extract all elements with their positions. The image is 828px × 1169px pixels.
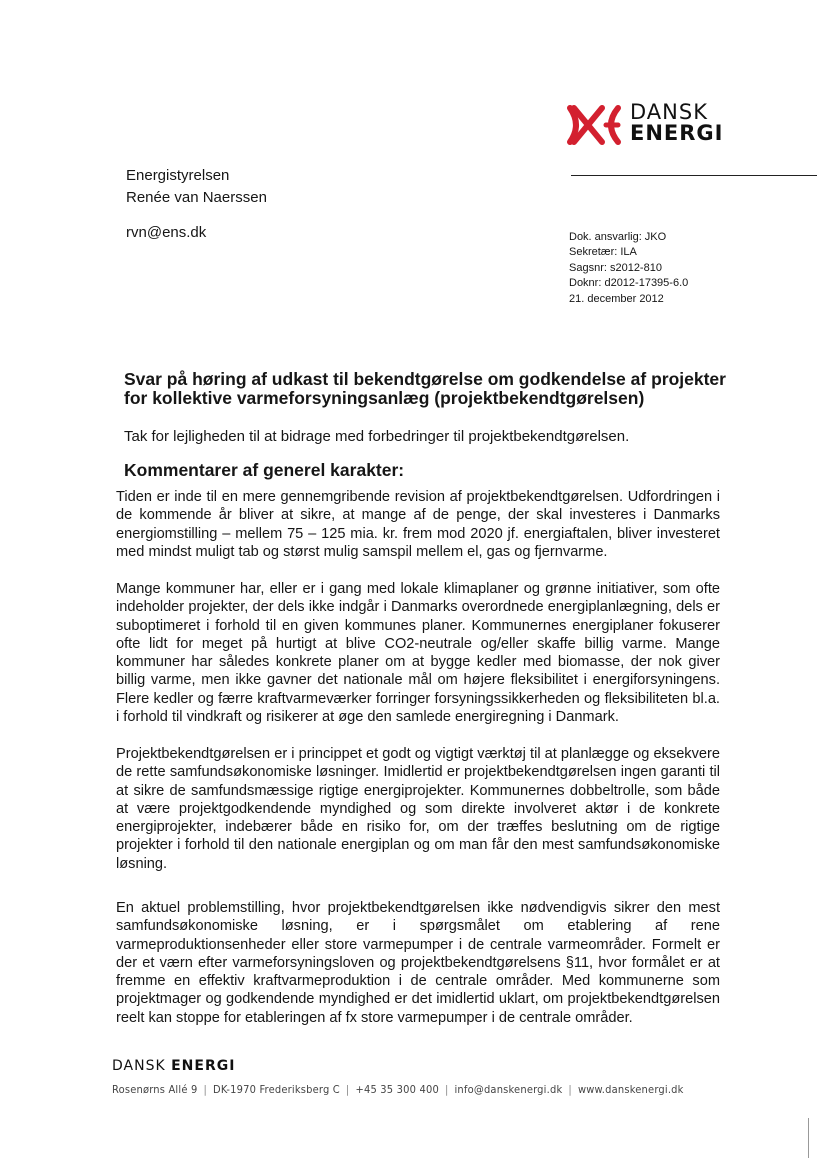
meta-responsible: Dok. ansvarlig: JKO bbox=[569, 231, 667, 243]
footer-separator: | bbox=[345, 1083, 350, 1096]
dansk-energi-mark-icon bbox=[566, 100, 626, 150]
header-rule bbox=[571, 175, 817, 176]
footer-separator: | bbox=[568, 1083, 572, 1096]
meta-date: 21. december 2012 bbox=[569, 292, 664, 305]
footer-postal: DK-1970 Frederiksberg C bbox=[213, 1083, 340, 1096]
footer-name-bold: ENERGI bbox=[171, 1058, 236, 1074]
footer-web: www.danskenergi.dk bbox=[577, 1083, 684, 1096]
paragraph-3: Projektbekendtgørelsen er i princippet et godt og vigtigt værktøj til at planlægge og eksekvere de rette samfundsøkonomiske løsninger. Imidlertid er projektbekendtgørelsen ingen garanti til at sikre de samfundsmæssige rigtige energiprojekter. Kommunernes dobbeltrolle, som både at være projektgodkendende myndighed og som direkte involveret aktør i de konkrete energiprojekter, indebærer både en risiko for, om der træffes beslutning om de rigtige projekter i forhold til den nationale energiplan og om man får den mest samfundsøkonomiske løsning. bbox=[116, 746, 720, 872]
logo-line-1: DANSK bbox=[630, 100, 708, 124]
meta-document-number: Doknr: d2012-17395-6.0 bbox=[569, 277, 689, 290]
paragraph-4: En aktuel problemstilling, hvor projektbekendtgørelsen ikke nødvendigvis sikrer den mest samfundsøkonomiske løsning, er i spørgsmålet om etablering af rene varmeproduktionsenheder eller store varmepumper i de centrale varmeområder. Formelt er der et værn efter varmeforsyningsloven og projektbekendtgørelsens §11, hvor formålet er at fremme en effektiv kraftvarmeproduktion i de centrale områder. Med kommunerne som projektmager og godkendende myndighed er det imidlertid uklart, om projektbekendtgørelsen reelt kan stoppe for etableringen af fx store varmepumper i de centrale områder. bbox=[116, 900, 720, 1026]
recipient-person: Renée van Naerssen bbox=[126, 189, 267, 206]
footer-address: Rosenørns Allé 9 bbox=[112, 1083, 198, 1096]
paragraph-2: Mange kommuner har, eller er i gang med lokale klimaplaner og grønne initiativer, som ofte indeholder projekter, der dels ikke indgår i Danmarks overordnede energiplanlægning, dels er suboptimeret i forhold til en given kommunes planer. Kommunernes energiplaner fokuserer ofte lidt for meget på hurtigt at blive CO2-neutrale og/eller skaffe billig varme. Mange kommuner har således konkrete planer om at bygge kedler med biomasse, der nok giver billig varme, men ikke gavner det nationale mål om højere fleksibilitet i energiforsyningens. Flere kedler og færre kraftvarmeværker forringer forsyningssikkerheden og fleksibiliteten bl.a. i forhold til vindkraft og risikerer at øge den samlede energiregning i Danmark. bbox=[116, 581, 720, 726]
paragraph-1: Tiden er inde til en mere gennemgribende revision af projektbekendtgørelsen. Udfordringen i de kommende år bliver at sikre, at mange af de penge, der skal investeres i Danmarks energiomstilling – mellem 75 – 125 mia. kr. frem mod 2020 jf. energiaftalen, bliver investeret med mindst muligt tab og størst mulig samspil mellem el, gas og fjernvarme. bbox=[116, 489, 720, 560]
recipient-organization: Energistyrelsen bbox=[126, 167, 230, 184]
footer-email: info@danskenergi.dk bbox=[454, 1083, 563, 1096]
meta-secretary: Sekretær: ILA bbox=[569, 246, 637, 259]
intro-text: Tak for lejligheden til at bidrage med forbedringer til projektbekendtgørelsen. bbox=[124, 428, 630, 445]
recipient-block bbox=[126, 165, 267, 209]
section-heading: Kommentarer af generel karakter: bbox=[124, 460, 405, 480]
footer-phone: +45 35 300 400 bbox=[355, 1083, 439, 1096]
logo-line-2: ENERGI bbox=[630, 121, 724, 145]
recipient-email: rvn@ens.dk bbox=[126, 224, 207, 241]
footer-organization bbox=[112, 1058, 235, 1074]
document-title: Svar på høring af udkast til bekendtgørelse om godkendelse af projekter for kollektive varmeforsyningsanlæg (projektbekendtgørelsen) bbox=[124, 369, 726, 408]
footer-separator: | bbox=[203, 1083, 207, 1096]
dansk-energi-logo bbox=[566, 100, 726, 150]
footer-name-regular: DANSK bbox=[112, 1058, 166, 1074]
footer-contact-line bbox=[112, 1083, 684, 1096]
footer-separator: | bbox=[444, 1083, 449, 1096]
scan-margin-mark bbox=[808, 1118, 809, 1158]
document-meta bbox=[569, 230, 688, 307]
meta-case-number: Sagsnr: s2012-810 bbox=[569, 261, 662, 274]
